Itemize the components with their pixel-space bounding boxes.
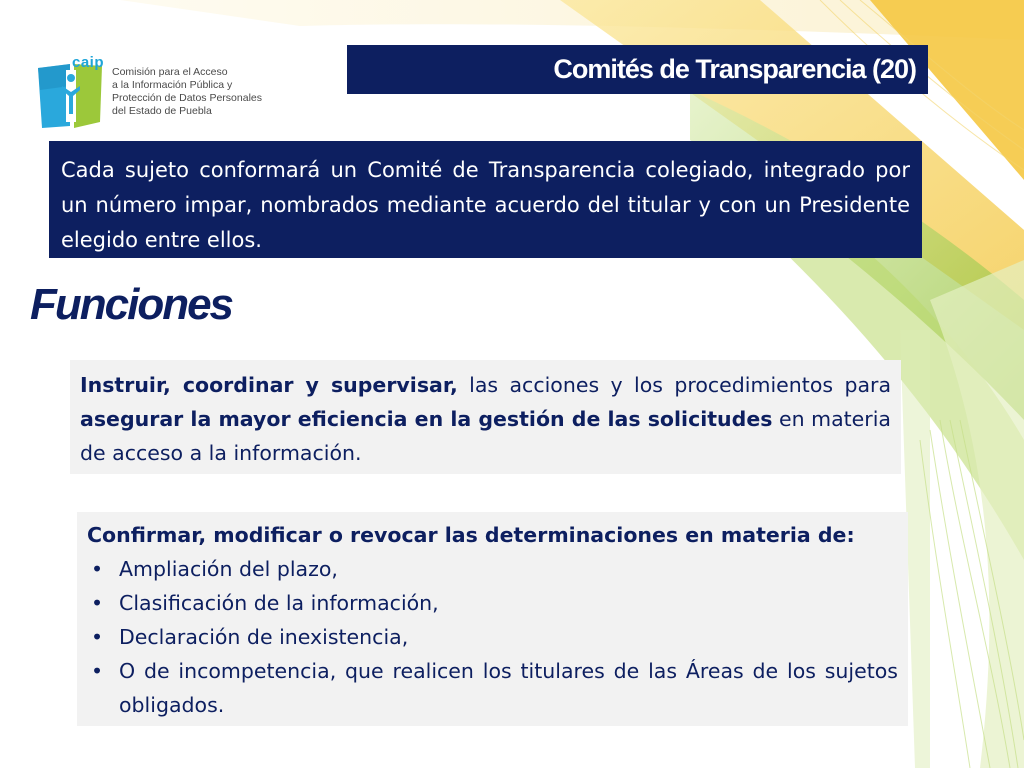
logo-line: Protección de Datos Personales (112, 92, 262, 104)
list-item: • Clasificación de la información, (87, 586, 898, 620)
function1-strong-2: asegurar la mayor eficiencia en la gestión de las solicitudes (80, 407, 773, 431)
intro-box: Cada sujeto conformará un Comité de Transparencia colegiado, integrado por un número impar, nombrados mediante acuerdo del titular y con un Presidente elegido entre ellos. (49, 141, 922, 258)
caip-logo (36, 56, 276, 132)
section-heading: Funciones (30, 280, 233, 329)
logo-line: del Estado de Puebla (112, 105, 212, 117)
function1-text-2: en materia de acceso a la información. (80, 407, 891, 465)
list-item: • Ampliación del plazo, (87, 552, 898, 586)
logo-line: Comisión para el Acceso (112, 66, 228, 78)
function-box-2 (77, 512, 908, 726)
slide-title: Comités de Transparencia (20) (553, 54, 916, 84)
function1-text-1: las acciones y los procedimientos para (457, 373, 892, 397)
logo-caption (112, 66, 282, 118)
function1-strong-1: Instruir, coordinar y supervisar, (80, 373, 458, 397)
title-bar (347, 45, 928, 94)
function-box-1 (70, 360, 901, 474)
logo-brand: caip (72, 54, 105, 71)
logo-line: a la Información Pública y (112, 79, 233, 91)
list-item: • Declaración de inexistencia, (87, 620, 898, 654)
list-item: • O de incompetencia, que realicen los titulares de las Áreas de los sujetos obligados. (87, 654, 898, 722)
function2-list (87, 552, 898, 722)
function2-lead: Confirmar, modificar o revocar las determinaciones en materia de: (87, 523, 855, 547)
